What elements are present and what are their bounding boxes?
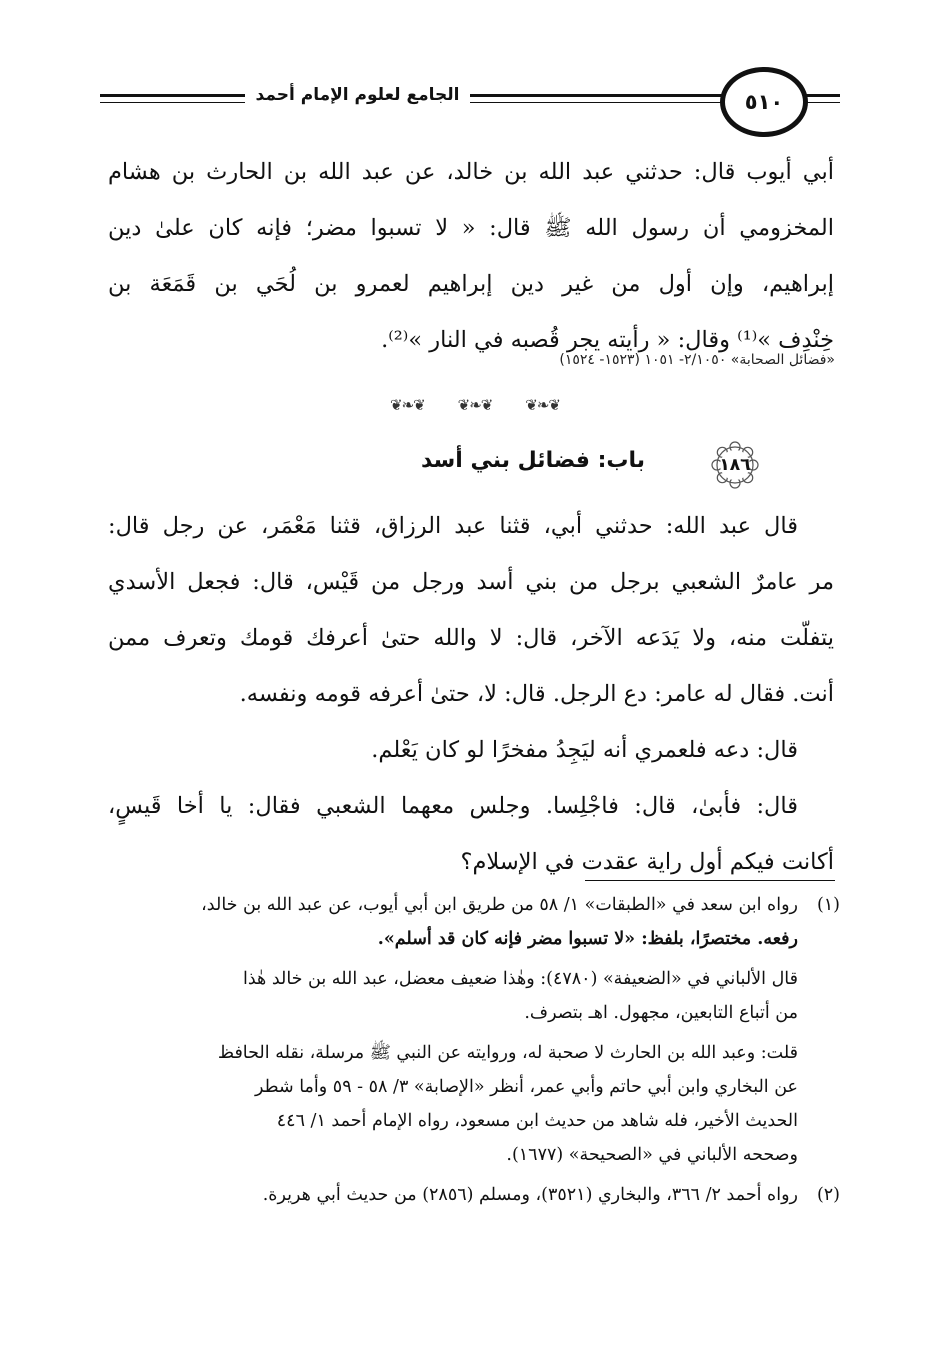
- running-title: الجامع لعلوم الإمام أحمد: [245, 85, 470, 105]
- footnote-line: وصححه الألباني في «الصحيحة» (١٦٧٧).: [506, 1145, 798, 1165]
- page-number: ٥١٠: [744, 90, 784, 114]
- footnote-1: [100, 888, 840, 956]
- text-line: إبراهيم، وإن أول من غير دين إبراهيم لعمرو بن لُحَي بن قَمَعَة بن: [108, 271, 834, 297]
- footnote-line: الحديث الأخير، فله شاهد من حديث ابن مسعود، رواه الإمام أحمد ١/ ٤٤٦: [276, 1111, 798, 1131]
- source-reference: «فضائل الصحابة» ٢/١٠٥٠- ١٠٥١ (١٥٢٣- ١٥٢٤): [559, 352, 835, 368]
- text-line: قال: دعه فلعمري أنه ليَجِدُ مفخرًا لو كان يَعْلم.: [371, 737, 798, 763]
- hadith-text-1: [108, 144, 834, 368]
- text-line: مر عامرٌ الشعبي برجل من بني أسد ورجل من قَيْس، قال: فجعل الأسدي: [108, 569, 834, 595]
- footnote-line: رواه ابن سعد في «الطبقات» ١/ ٥٨ من طريق ابن أبي أيوب، عن عبد الله بن خالد،: [201, 895, 798, 915]
- text-line: يتفلّت منه، ولا يَدَعه الآخر، قال: لا والله حتىٰ أعرفك قومك وتعرف ممن: [108, 625, 834, 651]
- text-line: المخزومي أن رسول الله ﷺ قال: « لا تسبوا مضر؛ فإنه كان علىٰ دين: [108, 215, 834, 241]
- header-rule-right-thin: [805, 102, 840, 103]
- footnote-line: قال الألباني في «الضعيفة» (٤٧٨٠): وهٰذا ضعيف معضل، عبد الله بن خالد هٰذا: [242, 969, 798, 989]
- ornament-piece: ❦❧❦: [457, 396, 493, 414]
- text-line: أبي أيوب قال: حدثني عبد الله بن خالد، عن عبد الله بن الحارث بن هشام: [108, 159, 834, 185]
- footnote-line: قلت: وعبد الله بن الحارث لا صحبة له، وروايته عن النبي ﷺ مرسلة، نقله الحافظ: [217, 1043, 798, 1063]
- chapter-title: باب: فضائل بني أسد: [420, 448, 645, 473]
- footnote-line: رفعه. مختصرًا، بلفظ: «لا تسبوا مضر فإنه كان قد أسلم».: [377, 929, 798, 949]
- section-ornament: [390, 395, 560, 415]
- footnote-separator: [585, 880, 835, 881]
- header-rule-right: [805, 94, 840, 97]
- text-line: أنت. فقال له عامر: دع الرجل. قال: لا، حتىٰ أعرفه قومه ونفسه.: [239, 681, 834, 707]
- text-line: أكانت فيكم أول راية عقدت في الإسلام؟: [460, 849, 834, 875]
- footnote-1-paragraph: [100, 1036, 840, 1172]
- hadith-text-2: [108, 498, 834, 890]
- ornament-piece: ❦❧❦: [390, 396, 425, 414]
- text-line: قال عبد الله: حدثني أبي، قثنا عبد الرزاق، قثنا مَعْمَر، عن رجل قال:: [108, 513, 798, 539]
- footnote-line: رواه أحمد ٢/ ٣٦٦، والبخاري (٣٥٢١)، ومسلم (٢٨٥٦) من حديث أبي هريرة.: [262, 1185, 798, 1205]
- footnote-2: [100, 1178, 840, 1212]
- footnote-line: من أتباع التابعين، مجهول. اهـ بتصرف.: [524, 1003, 798, 1023]
- text-line: قال: فأبىٰ، قال: فاجْلِسا. وجلس معهما الشعبي فقال: يا أخا قَيسٍ،: [108, 793, 798, 819]
- chapter-number: ١٨٦: [719, 455, 751, 475]
- page-number-frame: [720, 67, 808, 137]
- chapter-heading: [300, 440, 760, 490]
- page-header: [100, 62, 840, 142]
- footnote-number: (١): [816, 895, 840, 915]
- footnote-1-paragraph: [100, 962, 840, 1030]
- footnotes: [100, 888, 840, 1218]
- ornament-piece: ❦❧❦: [525, 396, 560, 414]
- footnote-number: (٢): [816, 1185, 840, 1205]
- footnote-line: عن البخاري وابن أبي حاتم وأبي عمر، أنظر «الإصابة» ٣/ ٥٨ - ٥٩ وأما شطر: [254, 1077, 798, 1097]
- chapter-number-badge: [710, 440, 760, 490]
- text-line: خِنْدِف »⁽¹⁾ وقال: « رأيته يجر قُصبه في النار »⁽²⁾.: [381, 327, 834, 353]
